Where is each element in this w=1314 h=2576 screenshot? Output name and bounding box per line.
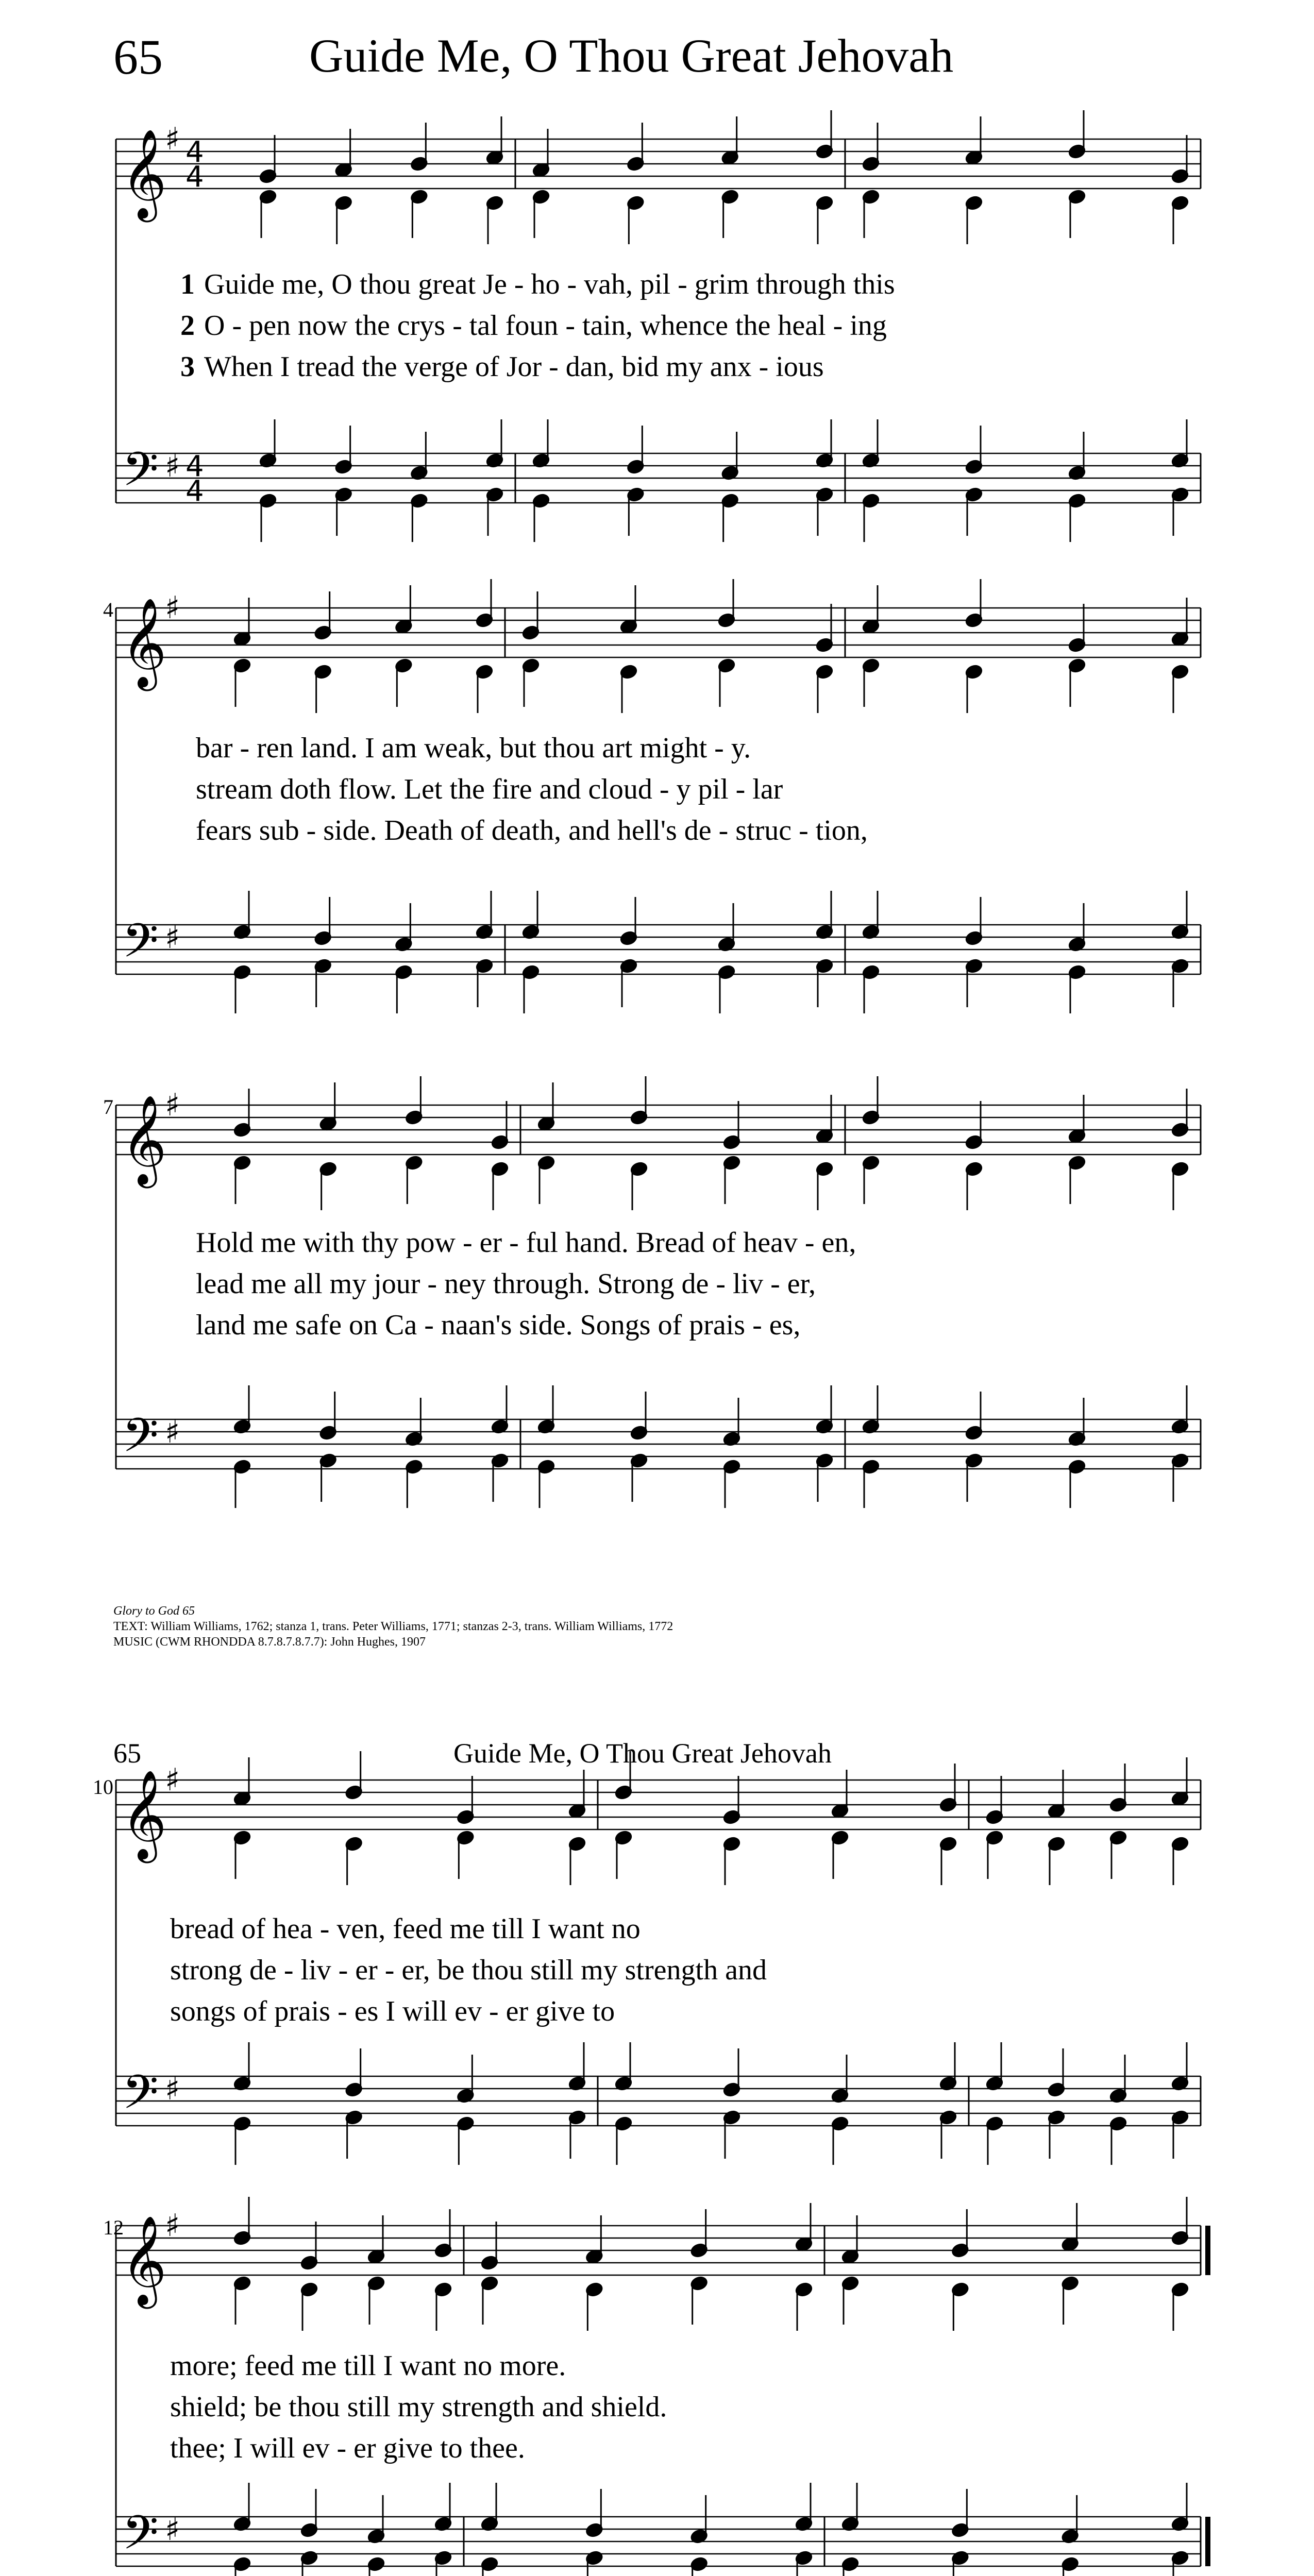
sharp-icon: ♯: [165, 590, 180, 626]
time-signature: 4: [186, 474, 204, 508]
lyric-stanza-2: stream doth flow. Let the fire and cloud - y pil - lar: [196, 773, 783, 805]
bass-clef-icon: 𝄢: [122, 913, 159, 979]
treble-clef-icon: 𝄞: [121, 129, 167, 218]
bass-clef-icon: 𝄢: [122, 442, 159, 508]
measure-number: 7: [103, 1095, 113, 1118]
lyric-stanza-2: strong de - liv - er - er, be thou still my strength and: [170, 1954, 767, 1986]
measure-number: 10: [93, 1775, 113, 1799]
sharp-icon: ♯: [165, 2512, 180, 2548]
sharp-icon: ♯: [165, 1414, 180, 1450]
lyric-stanza-2: shield; be thou still my strength and shield.: [170, 2391, 667, 2423]
lyric-stanza-3: 3 When I tread the verge of Jor - dan, bid my anx - ious: [180, 351, 824, 383]
lyric-stanza-3: thee; I will ev - er give to thee.: [170, 2432, 525, 2464]
text-credit: TEXT: William Williams, 1762; stanza 1, trans. Peter Williams, 1771; stanzas 2-3, trans. William Williams, 1772: [113, 1620, 673, 1633]
lyric-stanza-3: land me safe on Ca - naan's side. Songs of prais - es,: [196, 1309, 801, 1341]
music-credit: MUSIC (CWM RHONDDA 8.7.8.7.8.7.7): John Hughes, 1907: [113, 1635, 426, 1649]
time-signature: 4: [186, 135, 204, 169]
time-signature: 4: [186, 160, 204, 194]
source-line: Glory to God 65: [113, 1604, 195, 1618]
measure-number: 4: [103, 598, 113, 621]
lyric-stanza-1: more; feed me till I want no more.: [170, 2350, 566, 2382]
sharp-icon: ♯: [165, 2071, 180, 2107]
continuation-hymn-title: Guide Me, O Thou Great Jehovah: [453, 1738, 832, 1769]
measure-number: 12: [103, 2216, 124, 2239]
treble-clef-icon: 𝄞: [121, 598, 167, 687]
lyric-stanza-1: Hold me with thy pow - er - ful hand. Bread of heav - en,: [196, 1227, 856, 1259]
sharp-icon: ♯: [165, 448, 180, 484]
lyric-stanza-1: bar - ren land. I am weak, but thou art might - y.: [196, 732, 751, 764]
sharp-icon: ♯: [165, 920, 180, 956]
lyric-stanza-1: 1 Guide me, O thou great Je - ho - vah, pil - grim through this: [180, 268, 895, 300]
sharp-icon: ♯: [165, 121, 180, 157]
lyric-stanza-2: lead me all my jour - ney through. Strong de - liv - er,: [196, 1268, 816, 1300]
continuation-hymn-number: 65: [113, 1738, 141, 1769]
sharp-icon: ♯: [165, 1762, 180, 1798]
sharp-icon: ♯: [165, 1087, 180, 1123]
bass-clef-icon: 𝄢: [122, 1408, 159, 1474]
credits-footer: [113, 1603, 673, 1650]
lyric-stanza-2: 2 O - pen now the crys - tal foun - tain, whence the heal - ing: [180, 310, 887, 342]
lyric-stanza-3: fears sub - side. Death of death, and hell's de - struc - tion,: [196, 815, 868, 846]
bass-clef-icon: 𝄢: [122, 2505, 159, 2571]
lyric-stanza-3: songs of prais - es I will ev - er give to: [170, 1995, 615, 2027]
sharp-icon: ♯: [165, 2208, 180, 2244]
bass-clef-icon: 𝄢: [122, 2065, 159, 2131]
hymn-title: Guide Me, O Thou Great Jehovah: [309, 29, 954, 82]
lyric-stanza-1: bread of hea - ven, feed me till I want no: [170, 1913, 641, 1945]
treble-clef-icon: 𝄞: [121, 1095, 167, 1184]
time-signature: 4: [186, 450, 204, 483]
hymn-number: 65: [113, 29, 163, 84]
treble-clef-icon: 𝄞: [121, 2215, 167, 2305]
treble-clef-icon: 𝄞: [121, 1770, 167, 1859]
